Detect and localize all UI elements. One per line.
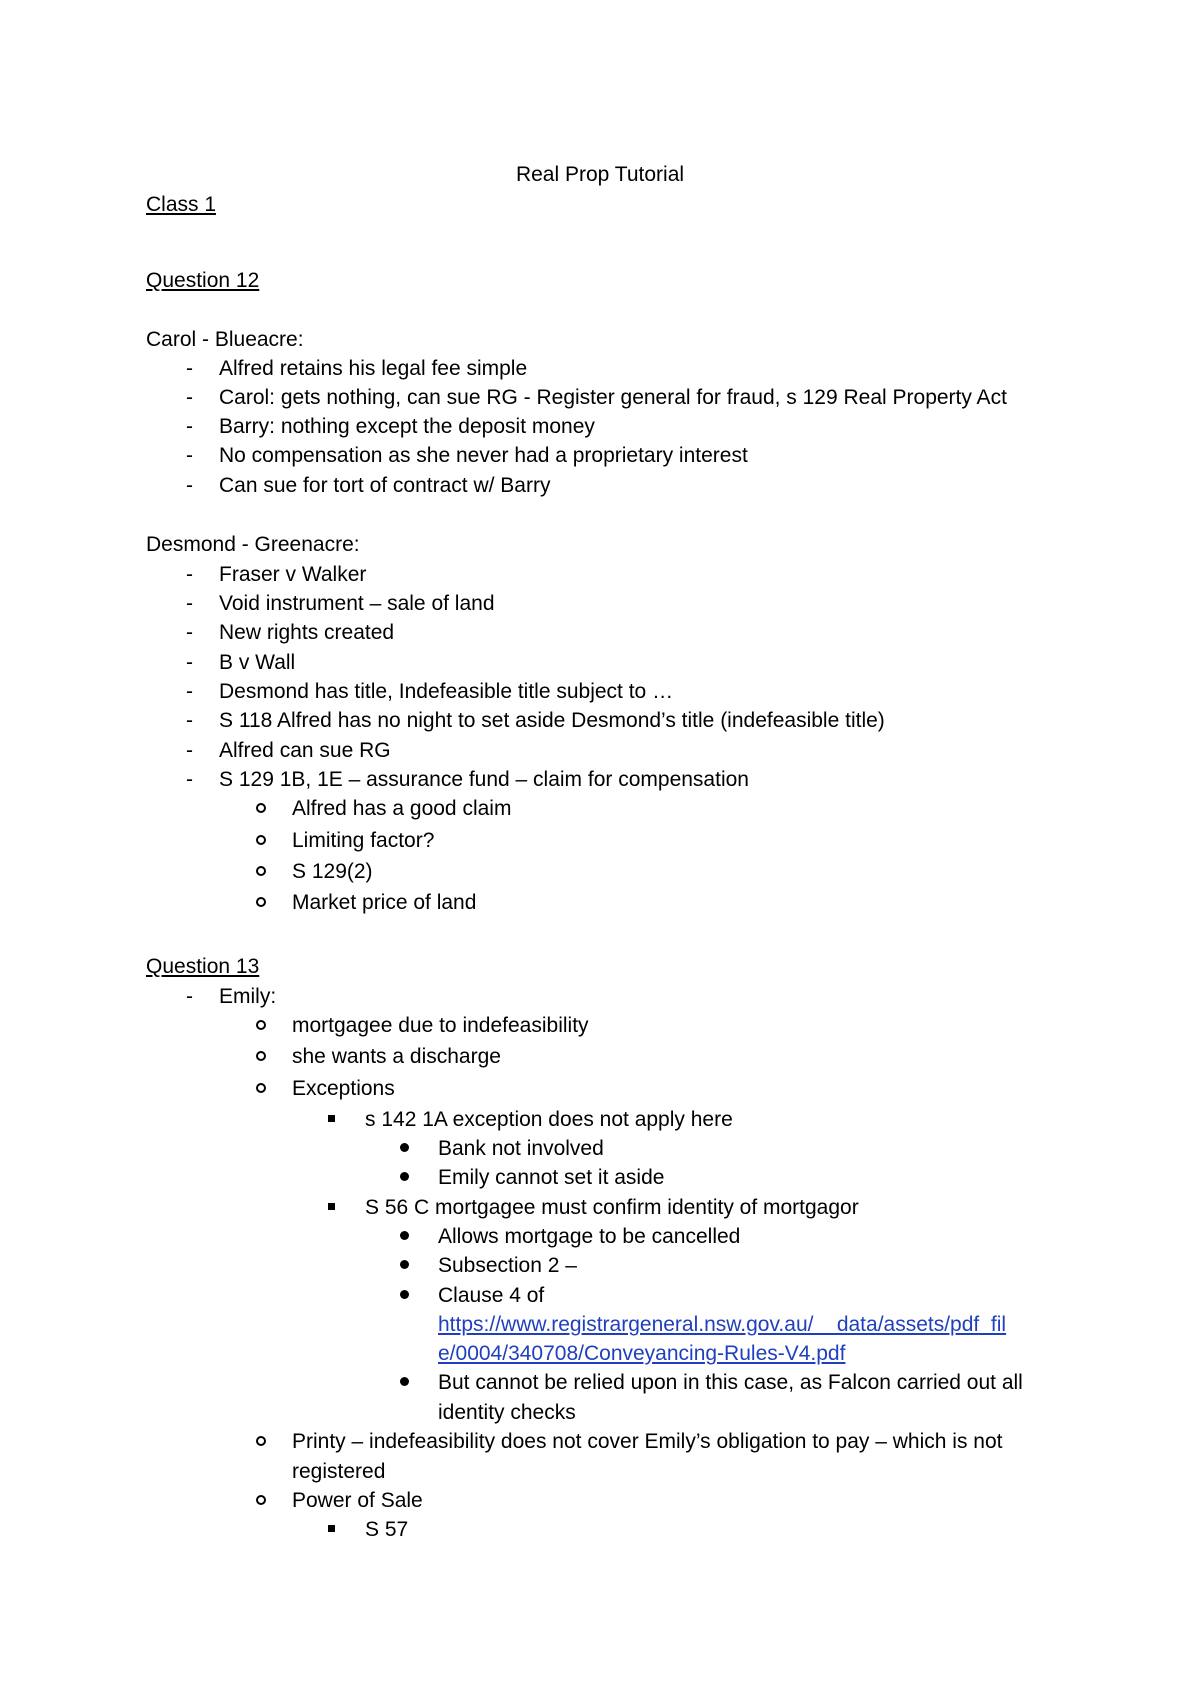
dash-bullet: - bbox=[186, 357, 193, 380]
circle-bullet-icon bbox=[256, 794, 266, 823]
circle-bullet-icon bbox=[256, 888, 266, 917]
list-item: Can sue for tort of contract w/ Barry bbox=[219, 474, 551, 497]
square-bullet-icon bbox=[328, 1105, 335, 1134]
dot-bullet-icon bbox=[400, 1251, 409, 1280]
circle-bullet-icon bbox=[256, 1042, 266, 1071]
list-item: Desmond has title, Indefeasible title subject to … bbox=[219, 680, 674, 703]
list-item: S 57 bbox=[365, 1518, 409, 1541]
dash-bullet: - bbox=[186, 444, 193, 467]
circle-bullet-icon bbox=[256, 1486, 266, 1515]
page-title: Real Prop Tutorial bbox=[515, 163, 685, 186]
dash-bullet: - bbox=[186, 386, 193, 409]
list-item: Clause 4 of bbox=[438, 1284, 545, 1307]
list-item: Emily cannot set it aside bbox=[438, 1166, 665, 1189]
list-item: Printy – indefeasibility does not cover Emily’s obligation to pay – which is not bbox=[292, 1430, 1003, 1453]
circle-bullet-icon bbox=[256, 857, 266, 886]
list-item: Exceptions bbox=[292, 1077, 395, 1100]
dash-bullet: - bbox=[186, 985, 193, 1008]
list-item: she wants a discharge bbox=[292, 1045, 501, 1068]
dash-bullet: - bbox=[186, 739, 193, 762]
list-item: Fraser v Walker bbox=[219, 563, 367, 586]
list-item: Bank not involved bbox=[438, 1137, 604, 1160]
list-item-cont: identity checks bbox=[438, 1401, 576, 1424]
question-12-heading: Question 12 bbox=[146, 269, 260, 292]
list-item: Allows mortgage to be cancelled bbox=[438, 1225, 741, 1248]
dash-bullet: - bbox=[186, 592, 193, 615]
list-item: mortgagee due to indefeasibility bbox=[292, 1014, 589, 1037]
list-item: New rights created bbox=[219, 621, 395, 644]
list-item: Alfred can sue RG bbox=[219, 739, 391, 762]
list-item: Limiting factor? bbox=[292, 829, 435, 852]
list-item: Emily: bbox=[219, 985, 277, 1008]
list-item: Alfred retains his legal fee simple bbox=[219, 357, 528, 380]
conveyancing-rules-link[interactable]: https://www.registrargeneral.nsw.gov.au/__data/assets/pdf_fil bbox=[438, 1313, 1007, 1336]
question-13-heading: Question 13 bbox=[146, 955, 260, 978]
list-item: Subsection 2 – bbox=[438, 1254, 577, 1277]
circle-bullet-icon bbox=[256, 826, 266, 855]
carol-heading: Carol - Blueacre: bbox=[146, 328, 304, 351]
dot-bullet-icon bbox=[400, 1134, 409, 1163]
dash-bullet: - bbox=[186, 474, 193, 497]
list-item: S 56 C mortgagee must confirm identity of mortgagor bbox=[365, 1196, 859, 1219]
dot-bullet-icon bbox=[400, 1368, 409, 1397]
dash-bullet: - bbox=[186, 415, 193, 438]
list-item: S 118 Alfred has no night to set aside Desmond’s title (indefeasible title) bbox=[219, 709, 885, 732]
list-item: S 129(2) bbox=[292, 860, 373, 883]
list-item: No compensation as she never had a proprietary interest bbox=[219, 444, 748, 467]
list-item-cont: registered bbox=[292, 1460, 386, 1483]
list-item: s 142 1A exception does not apply here bbox=[365, 1108, 733, 1131]
dash-bullet: - bbox=[186, 768, 193, 791]
dash-bullet: - bbox=[186, 680, 193, 703]
square-bullet-icon bbox=[328, 1193, 335, 1222]
dot-bullet-icon bbox=[400, 1163, 409, 1192]
circle-bullet-icon bbox=[256, 1427, 266, 1456]
dot-bullet-icon bbox=[400, 1281, 409, 1310]
circle-bullet-icon bbox=[256, 1011, 266, 1040]
list-item: Market price of land bbox=[292, 891, 477, 914]
list-item: Alfred has a good claim bbox=[292, 797, 512, 820]
conveyancing-rules-link-cont[interactable]: e/0004/340708/Conveyancing-Rules-V4.pdf bbox=[438, 1342, 846, 1365]
list-item: Void instrument – sale of land bbox=[219, 592, 495, 615]
square-bullet-icon bbox=[328, 1515, 335, 1544]
circle-bullet-icon bbox=[256, 1074, 266, 1103]
list-item: Carol: gets nothing, can sue RG - Register general for fraud, s 129 Real Property Act bbox=[219, 386, 1007, 409]
dash-bullet: - bbox=[186, 709, 193, 732]
dash-bullet: - bbox=[186, 621, 193, 644]
dot-bullet-icon bbox=[400, 1222, 409, 1251]
dash-bullet: - bbox=[186, 651, 193, 674]
dash-bullet: - bbox=[186, 563, 193, 586]
list-item: Barry: nothing except the deposit money bbox=[219, 415, 595, 438]
class-heading: Class 1 bbox=[146, 193, 217, 216]
list-item: B v Wall bbox=[219, 651, 296, 674]
list-item: S 129 1B, 1E – assurance fund – claim for compensation bbox=[219, 768, 749, 791]
list-item: Power of Sale bbox=[292, 1489, 423, 1512]
desmond-heading: Desmond - Greenacre: bbox=[146, 533, 360, 556]
list-item: But cannot be relied upon in this case, as Falcon carried out all bbox=[438, 1371, 1023, 1394]
